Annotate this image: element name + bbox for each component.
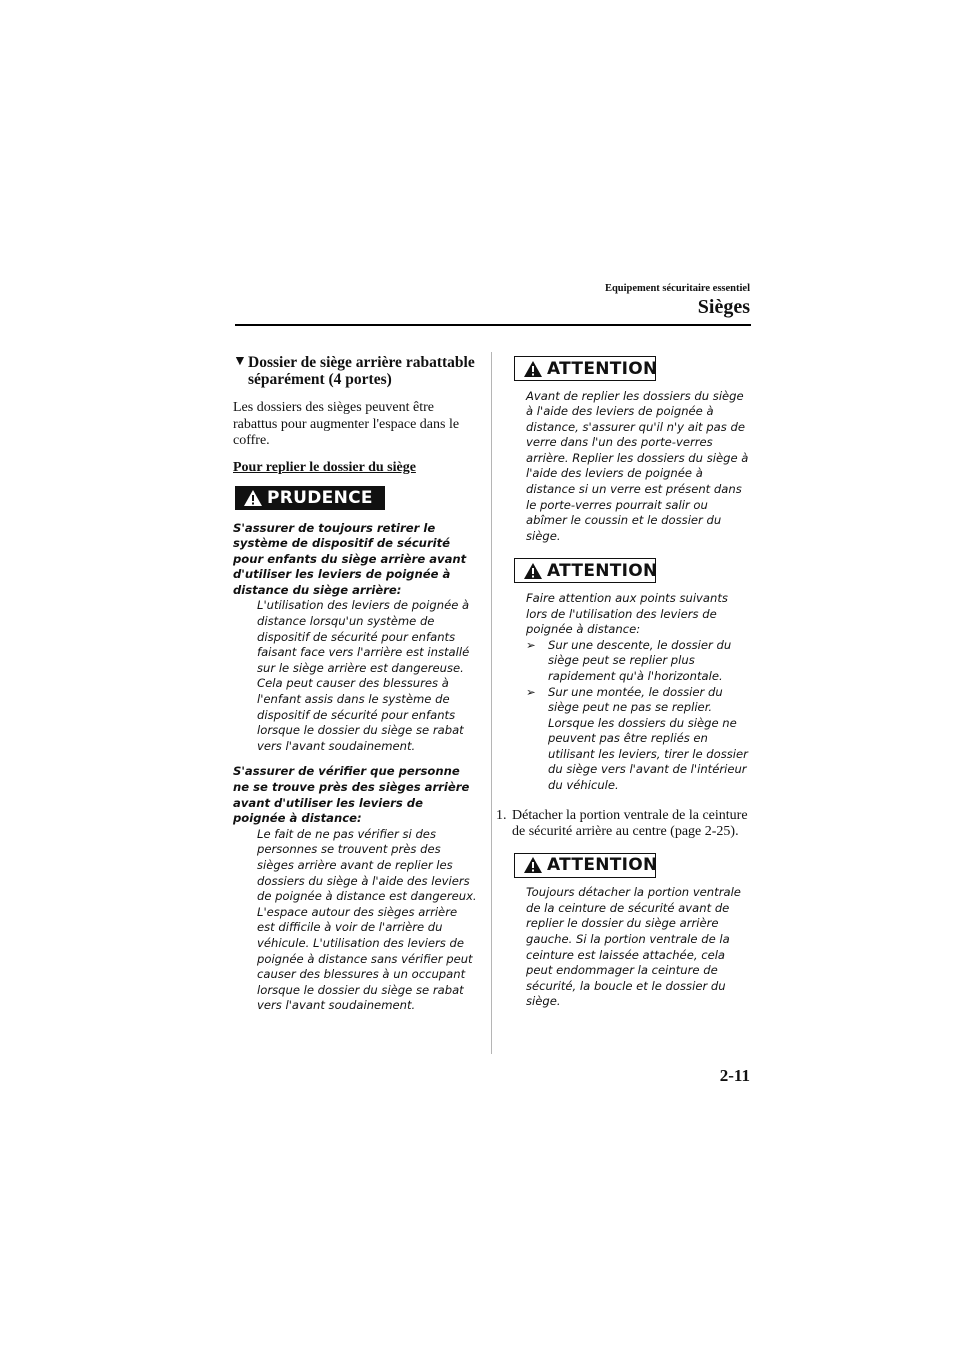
triangle-marker-icon: ▼ xyxy=(233,354,247,369)
header-rule xyxy=(235,324,751,326)
warning-icon xyxy=(523,856,543,874)
warning-icon xyxy=(523,562,543,580)
step-number: 1. xyxy=(496,807,507,823)
subheading: Pour replier le dossier du siège xyxy=(233,459,416,475)
section-heading-text: Dossier de siège arrière rabattable séparément (4 portes) xyxy=(248,354,475,388)
column-divider xyxy=(491,352,492,1054)
list-item-text: Sur une montée, le dossier du siège peut ne pas se replier. Lorsque les dossiers du siège ne peuvent pas être repliés en utilisant les leviers, tirer le dossier du siège vers l'avant de l'intérieur du véhicule. xyxy=(548,684,748,793)
caution-body: L'utilisation des leviers de poignée à distance lorsqu'un système de dispositif de sécurité pour enfants faisant face vers l'arrière est installé sur le siège arrière est dangereuse. Cela peut causer des blessures à l'enfant assis dans le système de dispositif de sécurité pour enfants lorsque le dossier du siège se rabat vers l'avant soudainement. xyxy=(257,598,470,753)
arrow-bullet-icon: ➢ xyxy=(526,684,536,699)
page-title: Sièges xyxy=(697,296,750,318)
list-item xyxy=(526,685,752,794)
attention-text: Faire attention aux points suivants lors de l'utilisation des leviers de poignée à distance: xyxy=(526,590,728,637)
caution-heading: S'assurer de vérifier que personne ne se trouve près des sièges arrière avant d'utiliser les leviers de poignée à distance: xyxy=(233,764,470,826)
caution-body: Le fait de ne pas vérifier si des personnes se trouvent près des sièges arrière avant de replier les dossiers du siège à l'aide des leviers de poignée à distance est dangereux. L'espace autour des sièges arrière est difficile à voir de l'arrière du véhicule. L'utilisation des leviers de poignée à distance sans vérifier peut causer des blessures à un occupant lorsque le dossier du siège se rabat vers l'avant soudainement. xyxy=(257,826,477,1013)
attention-label: ATTENTION xyxy=(547,855,658,876)
caution-check-persons xyxy=(233,764,478,1014)
warning-icon xyxy=(523,360,543,378)
list-item xyxy=(526,638,752,685)
section-heading xyxy=(233,354,478,388)
left-column xyxy=(233,354,478,1024)
prudence-badge xyxy=(235,486,385,510)
header-section: Equipement sécuritaire essentiel xyxy=(604,283,750,294)
attention-badge xyxy=(514,853,656,878)
prudence-label: PRUDENCE xyxy=(267,487,373,508)
caution-heading: S'assurer de toujours retirer le système de dispositif de sécurité pour enfants du siège arrière avant d'utiliser les leviers de poignée à distance du siège arrière: xyxy=(233,520,467,597)
attention-badge xyxy=(514,558,656,583)
arrow-bullet-icon: ➢ xyxy=(526,637,536,652)
attention-text: Avant de replier les dossiers du siège à l'aide des leviers de poignée à distance, s'assurer qu'il n'y ait pas de verre dans l'un des porte-verres arrière. Replier les dossiers du siège à l'aide des leviers de poignée à distance si un verre est présent dans le porte-verres pourrait salir ou abîmer le coussin et le dossier du siège. xyxy=(526,388,749,543)
page-number: 2-11 xyxy=(719,1066,750,1085)
attention-text: Toujours détacher la portion ventrale de la ceinture de sécurité avant de replier le dossier du siège arrière gauche. Si la portion ventrale de la ceinture est laissée attachée, cela peut endommager la ceinture de sécurité, la boucle et le dossier du siège. xyxy=(526,885,741,1009)
step-item xyxy=(496,808,752,841)
caution-child-seat xyxy=(233,521,478,755)
intro-paragraph: Les dossiers des sièges peuvent être rabattus pour augmenter l'espace dans le coffre. xyxy=(233,400,460,448)
list-item-text: Sur une descente, le dossier du siège peut se replier plus rapidement qu'à l'horizontale. xyxy=(548,637,732,683)
attention-label: ATTENTION xyxy=(547,358,658,379)
attention-label: ATTENTION xyxy=(547,560,658,581)
attention-badge xyxy=(514,356,656,381)
step-text: Détacher la portion ventrale de la ceinture de sécurité arrière au centre (page 2-25). xyxy=(512,807,748,840)
warning-icon xyxy=(243,489,263,507)
right-column xyxy=(496,356,752,1010)
